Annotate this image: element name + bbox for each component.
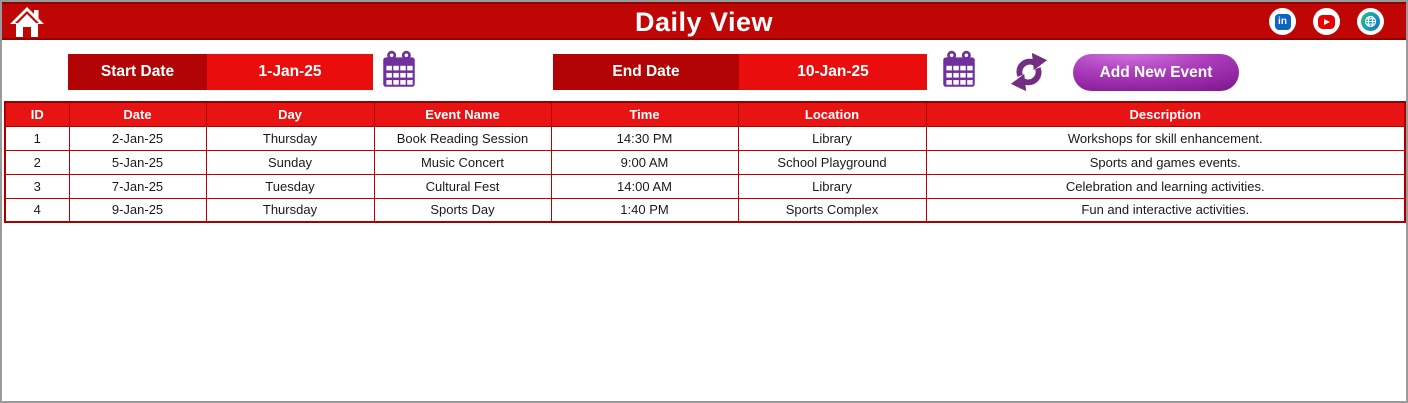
table-cell: 2-Jan-25 [69,126,206,150]
page-title: Daily View [634,7,774,37]
table-row [5,174,1405,198]
column-header-date: Date [69,102,206,126]
table-cell: 1:40 PM [551,198,738,222]
linkedin-badge: in [1275,14,1291,30]
table-row [5,126,1405,150]
end-date-calendar-icon[interactable] [941,49,977,91]
refresh-sync-icon [1008,51,1050,93]
table-cell: 3 [5,174,69,198]
youtube-icon[interactable] [1313,8,1340,35]
column-header-description: Description [926,102,1405,126]
column-header-id: ID [5,102,69,126]
table-cell: Workshops for skill enhancement. [926,126,1405,150]
controls-row [2,40,1406,101]
table-cell: Cultural Fest [374,174,551,198]
table-cell: Fun and interactive activities. [926,198,1405,222]
table-cell: Sports and games events. [926,150,1405,174]
add-new-event-button[interactable]: Add New Event [1073,54,1239,91]
social-links [1269,8,1384,35]
table-cell: Sports Day [374,198,551,222]
table-cell: Tuesday [206,174,374,198]
table-cell: 1 [5,126,69,150]
table-row [5,198,1405,222]
start-date-value[interactable]: 1-Jan-25 [207,54,373,90]
table-cell: 14:30 PM [551,126,738,150]
start-date-label: Start Date [68,54,207,90]
top-bar [2,2,1406,40]
table-cell: 5-Jan-25 [69,150,206,174]
table-cell: 7-Jan-25 [69,174,206,198]
table-cell: Sports Complex [738,198,926,222]
table-cell: Music Concert [374,150,551,174]
table-row [5,150,1405,174]
table-cell: Celebration and learning activities. [926,174,1405,198]
table-header-row [5,102,1405,126]
table-cell: Sunday [206,150,374,174]
play-triangle-icon [1324,19,1330,25]
column-header-event-name: Event Name [374,102,551,126]
end-date-value[interactable]: 10-Jan-25 [739,54,927,90]
table-cell: Thursday [206,198,374,222]
events-table [4,101,1406,223]
table-cell: Library [738,174,926,198]
home-icon [8,6,46,40]
table-cell: Thursday [206,126,374,150]
youtube-badge [1318,15,1335,29]
column-header-location: Location [738,102,926,126]
table-cell: School Playground [738,150,926,174]
event-table-body [5,126,1405,222]
table-cell: 9-Jan-25 [69,198,206,222]
table-cell: Book Reading Session [374,126,551,150]
table-cell: 9:00 AM [551,150,738,174]
globe-ball [1361,12,1380,31]
table-cell: 14:00 AM [551,174,738,198]
end-date-label: End Date [553,54,739,90]
refresh-button[interactable] [1008,51,1050,93]
linkedin-icon[interactable] [1269,8,1296,35]
column-header-time: Time [551,102,738,126]
table-cell: 4 [5,198,69,222]
globe-icon[interactable] [1357,8,1384,35]
column-header-day: Day [206,102,374,126]
start-date-calendar-icon[interactable] [381,49,417,91]
home-button[interactable] [8,6,46,40]
table-cell: Library [738,126,926,150]
table-cell: 2 [5,150,69,174]
